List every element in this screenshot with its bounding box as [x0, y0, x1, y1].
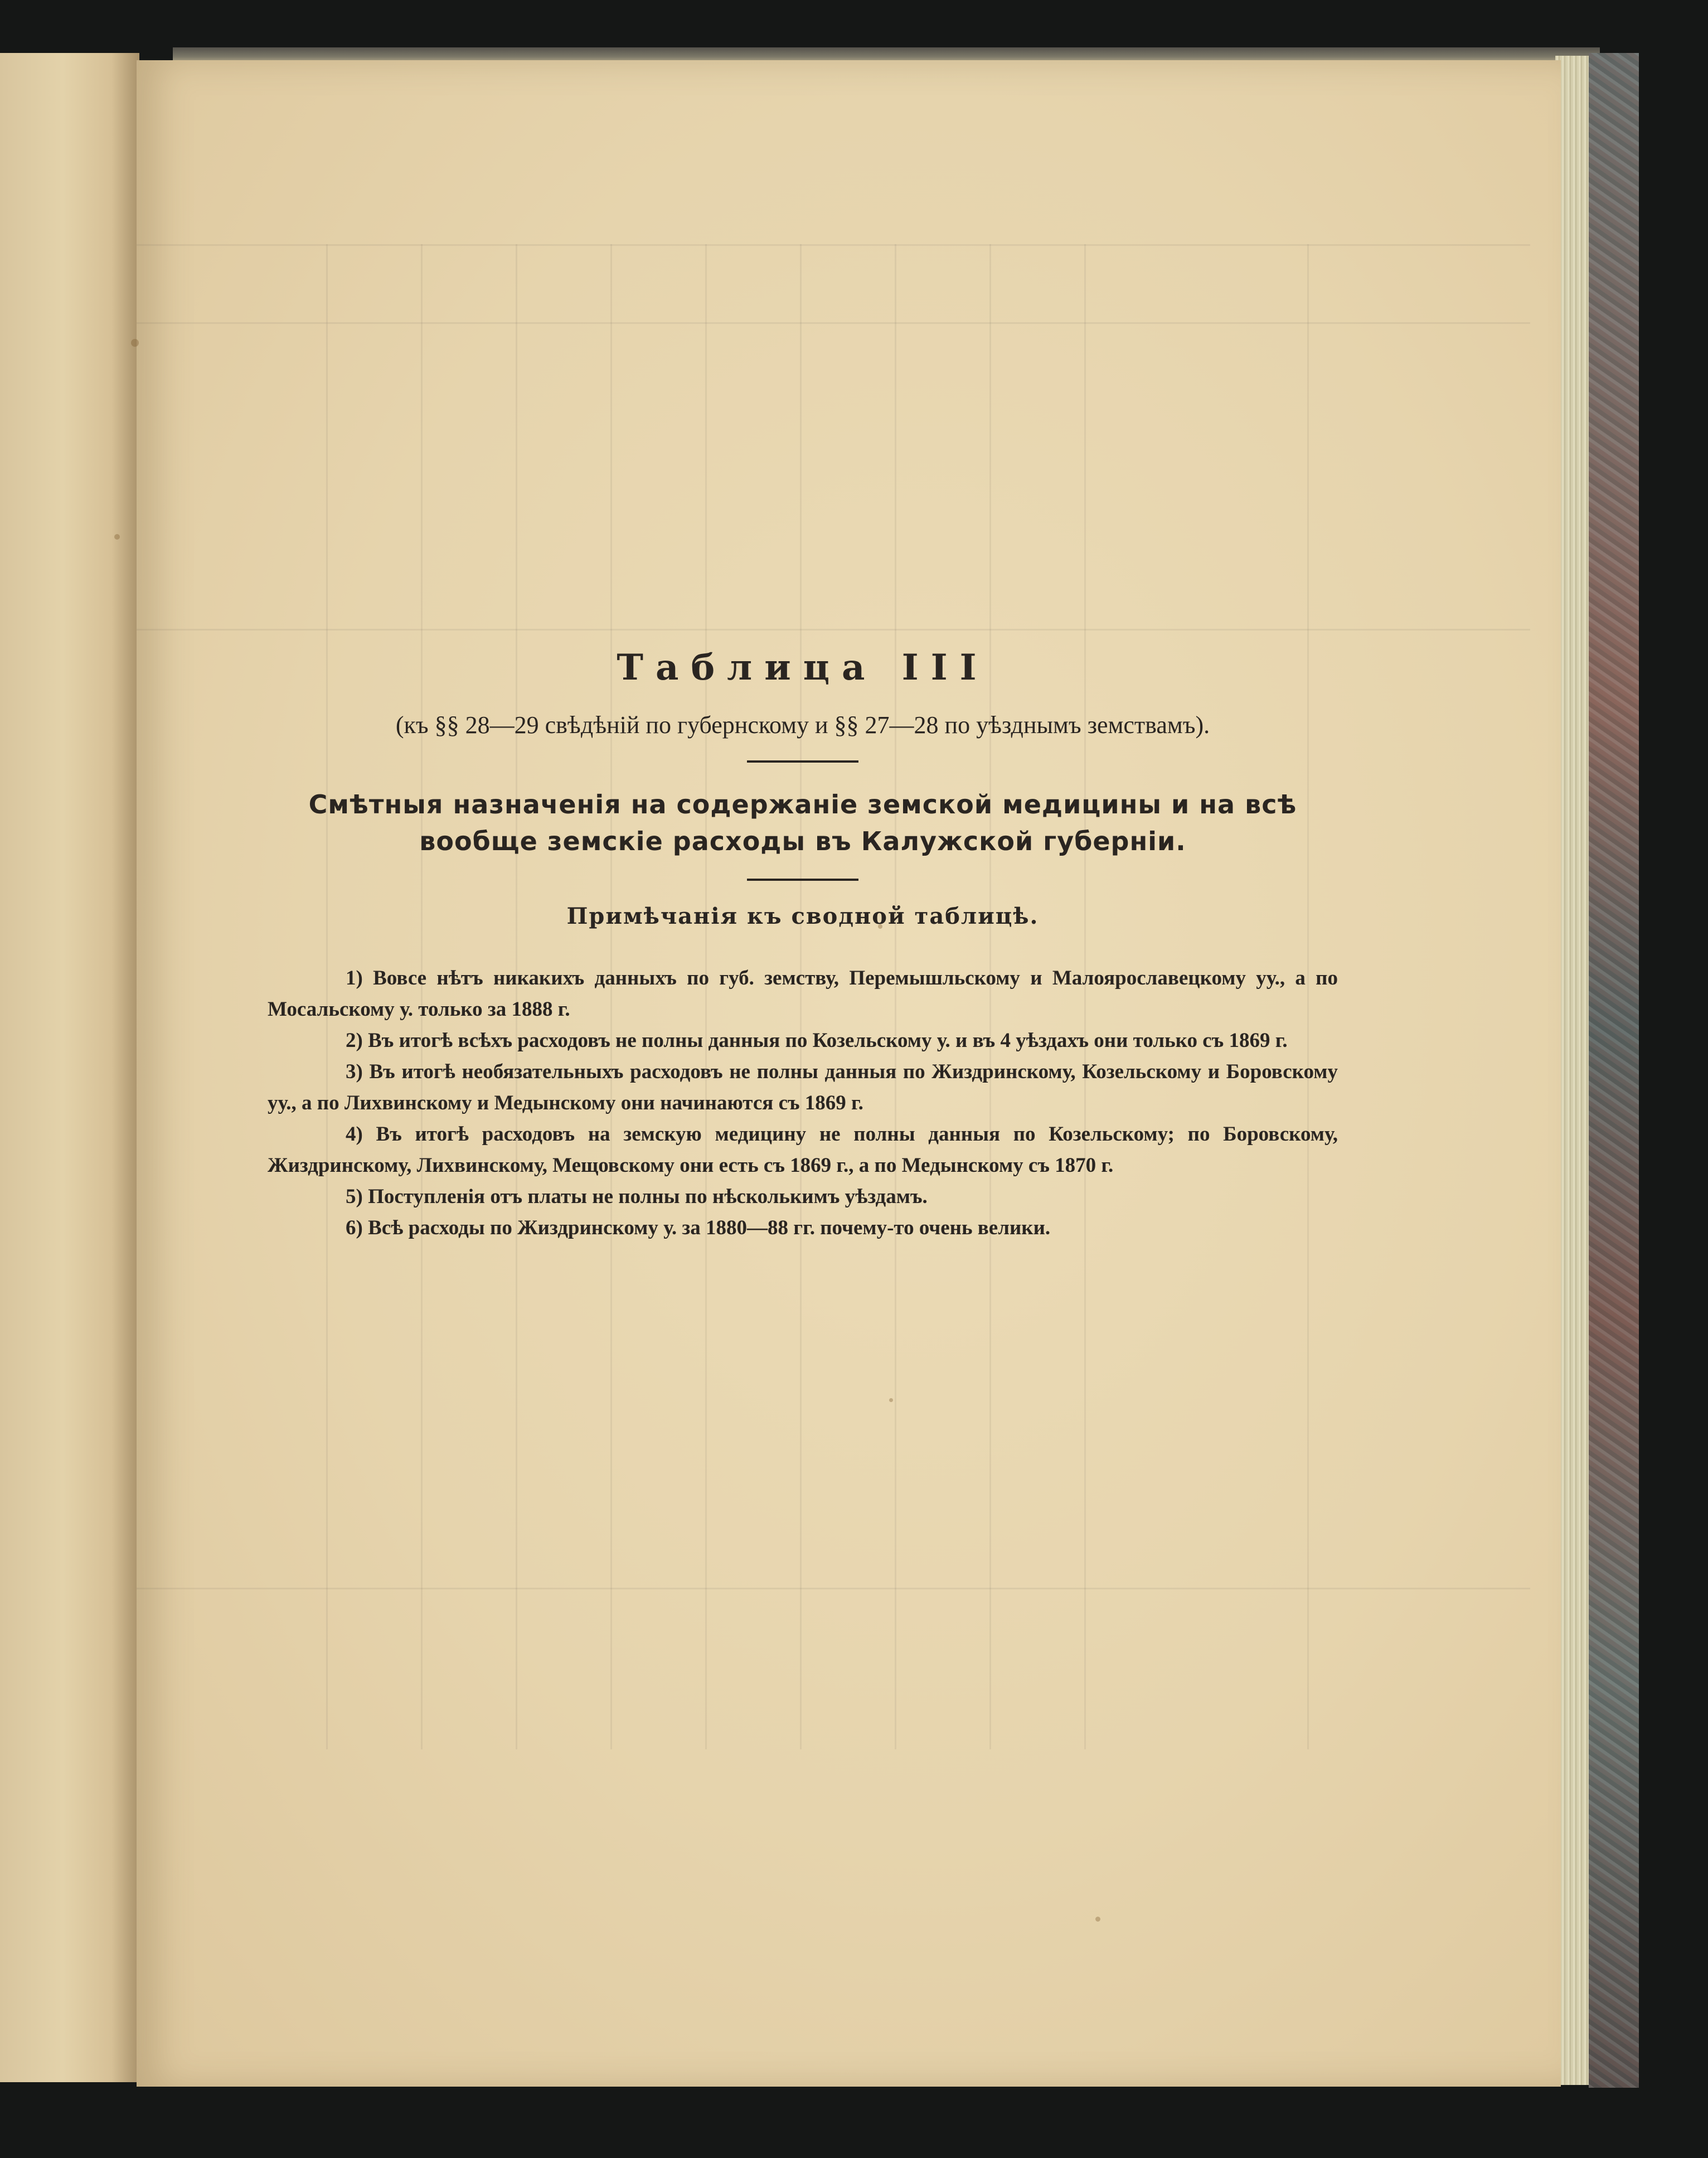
main-heading-line: вообще земскіе расходы въ Калужской губерніи.: [419, 826, 1186, 856]
bleed-through-line: [137, 322, 1530, 324]
note-item: 5) Поступленія отъ платы не полны по нѣсколькимъ уѣздамъ.: [346, 1185, 928, 1208]
page-content: [268, 647, 1338, 1244]
note-item: 4) Въ итогѣ расходовъ на земскую медицину не полны данныя по Козельскому; по Боровскому, Жиздринскому, Лихвинскому, Мещовскому они есть съ 1869 г., а по Медынскому съ 1870 г.: [268, 1123, 1338, 1177]
foxing-spot: [131, 339, 139, 347]
divider-rule: [747, 879, 858, 881]
bleed-through-line: [137, 1588, 1530, 1589]
main-heading-line: Смѣтныя назначенія на содержаніе земской медицины и на всѣ: [308, 789, 1297, 819]
notes-list: [268, 963, 1338, 1244]
marbled-cover-board: [1589, 53, 1639, 2088]
note-item: 1) Вовсе нѣтъ никакихъ данныхъ по губ. земству, Перемышльскому и Малоярославецкому уу., а по Мосальскому у. только за 1888 г.: [268, 967, 1338, 1021]
table-title: Таблица III: [617, 647, 989, 688]
bleed-through-line: [137, 629, 1530, 631]
note-item: 3) Въ итогѣ необязательныхъ расходовъ не полны данныя по Жиздринскому, Козельскому и Боровскому уу., а по Лихвинскому и Медынскому они начинаются съ 1869 г.: [268, 1060, 1338, 1114]
bleed-through-line: [137, 244, 1530, 246]
foxing-spot: [889, 1398, 893, 1402]
note-item: 2) Въ итогѣ всѣхъ расходовъ не полны данныя по Козельскому у. и въ 4 уѣздахъ они только съ 1869 г.: [346, 1029, 1288, 1052]
main-heading: [268, 786, 1338, 860]
note-item: 6) Всѣ расходы по Жиздринскому у. за 1880—88 гг. почему-то очень велики.: [346, 1216, 1051, 1239]
foxing-spot: [114, 534, 120, 540]
notes-heading: Примѣчанія къ сводной таблицѣ.: [566, 903, 1039, 929]
divider-rule: [747, 760, 858, 763]
foxing-spot: [1095, 1917, 1100, 1922]
left-facing-page: [0, 53, 139, 2082]
table-reference: (къ §§ 28—29 свѣдѣній по губернскому и §§ 27—28 по уѣзднымъ земствамъ).: [395, 711, 1210, 739]
